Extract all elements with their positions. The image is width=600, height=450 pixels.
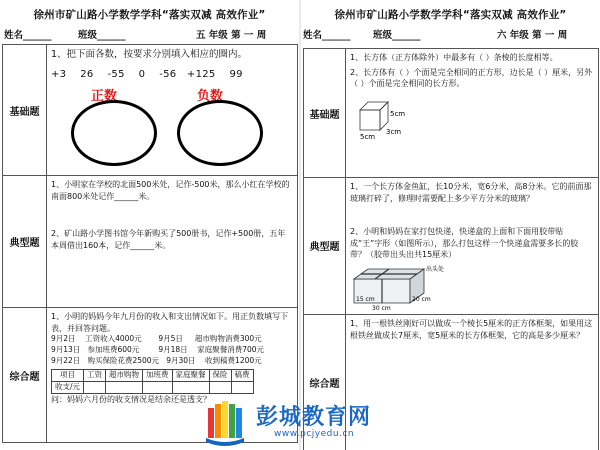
watermark-url: www.pcjyedu.cn (274, 429, 355, 439)
table-answer-cell[interactable] (209, 381, 231, 393)
classification-ovals (51, 88, 293, 166)
number-list: +3 26 -55 0 -56 +125 99 (51, 68, 243, 80)
name-field-label: 姓名______ (4, 30, 52, 41)
composite-question-intro: 1、小明的妈妈今年九月份的收入和支出情况如下。用正负数填写下表，并回答问题。 (51, 312, 289, 333)
name-field-label: 姓名______ (303, 30, 351, 41)
typical-question-2: 2、矿山路小学图书馆今年新购买了500册书，记作+500册，五年本周借出160本，记作______米。 (51, 229, 286, 250)
student-info-line (301, 27, 600, 41)
cube-dim-depth: 3cm (386, 127, 402, 136)
typical-question-cell (346, 178, 599, 315)
table-answer-cell[interactable] (106, 381, 143, 393)
left-worksheet (0, 0, 299, 450)
box-dim-depth: 20 cm (412, 295, 431, 303)
section-basic: 基础题 (3, 45, 47, 176)
box-dim-height: 15 cm (356, 295, 375, 303)
cube-diagram (350, 94, 430, 140)
table-answer-cell[interactable] (231, 381, 253, 393)
worksheet-title: 徐州市矿山路小学数学学科“落实双减 高效作业” (334, 9, 567, 21)
class-field-label: 班级______ (78, 30, 126, 41)
section-basic: 基础题 (304, 49, 346, 178)
section-composite: 综合题 (3, 308, 47, 443)
basic-question-1: 1、长方体（正方体除外）中最多有（ ）条棱的长度相等。 (350, 53, 558, 62)
box-dim-length: 30 cm (372, 304, 391, 311)
basic-question-text: 1、把下面各数，按要求分别填入相应的圈内。 (51, 49, 248, 60)
table-header: 加班费 (143, 369, 173, 381)
typical-question-2: 2、小明和妈妈在家打包快递，快递盒的上面和下面用胶带贴成“王”字形（如图所示），那么打包这样一个快递盒需要多长的胶带？（胶带出头出共15厘米） (350, 227, 579, 260)
basic-question-cell (346, 49, 599, 178)
income-line-3: 9月22日 购买保险花费2500元 9月30日 收到稿费1200元 (51, 355, 262, 365)
table-answer-cell[interactable] (172, 381, 209, 393)
right-question-table (303, 48, 599, 450)
table-header: 工资 (84, 369, 106, 381)
left-question-table (2, 44, 298, 443)
table-header: 稿费 (231, 369, 253, 381)
composite-question: 1、用一根铁丝刚好可以做成一个棱长5厘米的正方体框架，如果用这根铁丝做成长7厘米，宽5厘米的长方体框架，它的高是多少厘米？ (350, 318, 593, 340)
income-line-1: 9月2日 工资收入4000元 9月5日 超市购物消费300元 (51, 334, 262, 344)
table-header: 项目 (52, 369, 84, 381)
worksheet-title: 徐州市矿山路小学数学学科“落实双减 高效作业” (33, 9, 266, 21)
positive-label: 正数 (91, 89, 118, 105)
tape-end-label: 出头处 (426, 265, 445, 273)
grade-week-label: 五 年级 第 一 周 (196, 30, 267, 41)
positive-oval[interactable] (71, 100, 157, 166)
right-worksheet (301, 0, 600, 450)
cube-dim-height: 5cm (390, 109, 406, 118)
basic-question-2: 2、长方体有（ ）个面是完全相同的正方形，边长是（ ）厘米，另外（ ）个面是完全相同的长方形。 (350, 67, 593, 89)
typical-question-cell (47, 176, 298, 308)
section-typical: 典型题 (3, 176, 47, 308)
table-answer-cell[interactable] (143, 381, 173, 393)
typical-question-1: 1、一个长方体金鱼缸，长10分米，宽6分米，高8分米。它的前面那玻璃打碎了，修理时需要配上多少平方分米的玻璃？ (350, 182, 592, 203)
table-header: 家庭聚餐 (172, 369, 209, 381)
table-answer-cell[interactable] (84, 381, 106, 393)
grade-week-label: 六 年级 第 一 周 (497, 30, 568, 41)
table-row-label: 收支/元 (52, 381, 84, 393)
table-header: 保险 (209, 369, 231, 381)
box-tape-diagram (350, 263, 450, 311)
site-watermark (200, 398, 410, 446)
negative-label: 负数 (197, 89, 224, 105)
income-table (51, 369, 254, 394)
watermark-text: 彭城教育网 (256, 405, 372, 430)
composite-question-final: 问：妈妈六月份的收支情况是结余还是透支？ (51, 394, 211, 404)
basic-question-cell (47, 45, 298, 176)
cube-dim-length: 5cm (360, 132, 376, 140)
class-field-label: 班级______ (373, 30, 421, 41)
negative-oval[interactable] (177, 100, 263, 166)
table-header: 超市购物 (106, 369, 143, 381)
income-line-2: 9月13日 参加班费600元 9月18日 家庭聚餐消费700元 (51, 345, 265, 355)
student-info-line (0, 27, 299, 41)
section-typical: 典型题 (304, 178, 346, 315)
books-logo-icon (202, 398, 254, 446)
typical-question-1: 1、小明家在学校的北面500米处，记作-500米，那么小红在学校的南面800米处记作______米。 (51, 180, 290, 201)
section-composite: 综合题 (304, 314, 346, 450)
